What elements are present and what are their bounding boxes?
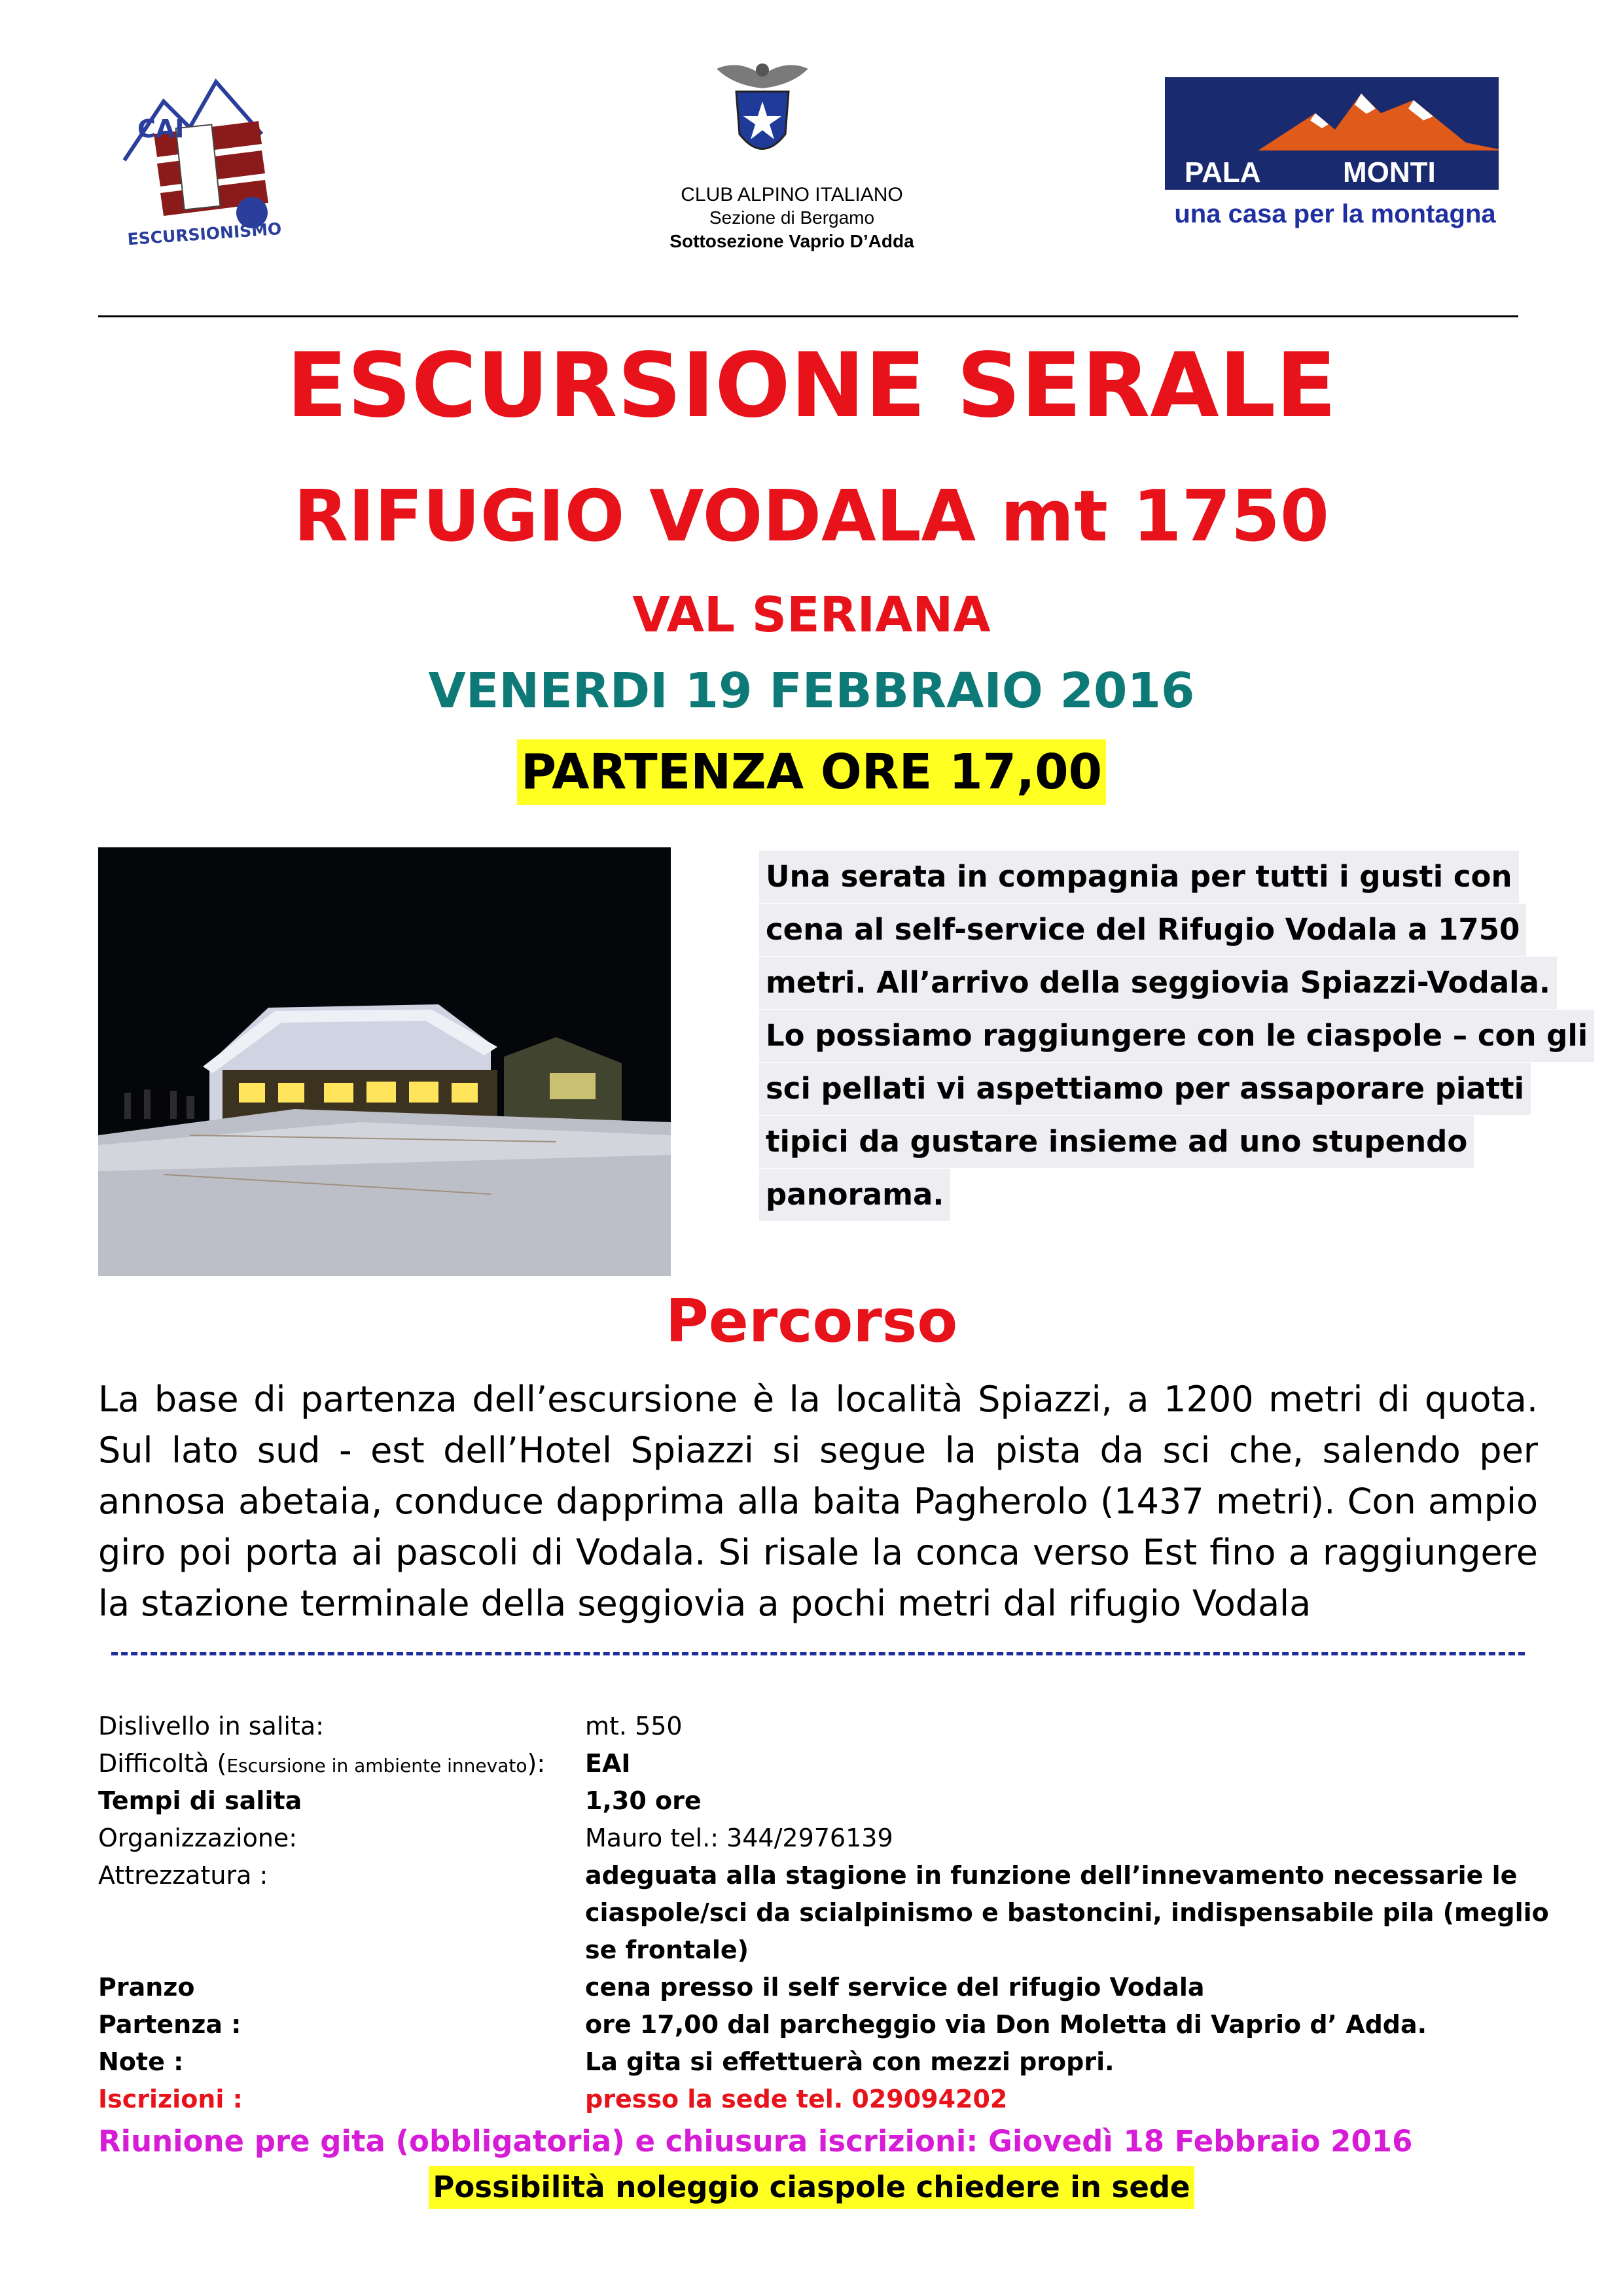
info-value: mt. 550 — [585, 1712, 683, 1740]
pre-trip-meeting: Riunione pre gita (obbligatoria) e chiusura iscrizioni: Giovedì 18 Febbraio 2016 — [98, 2124, 1413, 2159]
club-header — [576, 183, 1008, 254]
info-label: Partenza : — [98, 2010, 241, 2039]
info-label: Attrezzatura : — [98, 1861, 268, 1890]
info-row-pranzo — [98, 1969, 1558, 2006]
difficolta-label-start: Difficoltà ( — [98, 1749, 227, 1778]
cai-mountain-icon — [118, 62, 294, 252]
rental-wrap — [0, 2166, 1623, 2209]
cai-logo-subtitle: ESCURSIONISMO — [126, 219, 283, 249]
info-value — [585, 2081, 1558, 2118]
refuge-photo-illustration — [98, 847, 671, 1276]
info-label: Dislivello in salita: — [98, 1712, 324, 1740]
palamonti-word-1: PALA — [1185, 156, 1261, 188]
departure-wrap — [0, 739, 1623, 805]
info-label: Organizzazione: — [98, 1824, 298, 1852]
info-row-organizzazione — [98, 1820, 1558, 1857]
rental-notice: Possibilità noleggio ciaspole chiedere in sede — [429, 2166, 1194, 2209]
info-label — [98, 1745, 582, 1784]
intro-line: Lo possiamo raggiungere con le ciaspole – con gli — [759, 1010, 1594, 1062]
header-divider — [98, 315, 1518, 317]
info-label: Pranzo — [98, 1973, 195, 2002]
valley-name: VAL SERIANA — [632, 587, 991, 643]
intro-line: sci pellati vi aspettiamo per assaporare piatti — [759, 1063, 1531, 1115]
info-value: La gita si effettuerà con mezzi propri. — [585, 2047, 1115, 2076]
event-date: VENERDI 19 FEBBRAIO 2016 — [428, 663, 1195, 719]
intro-line: Una serata in compagnia per tutti i gusti con — [759, 851, 1519, 903]
cai-logo-text: CAI — [137, 115, 185, 143]
intro-line: panorama. — [759, 1169, 950, 1221]
info-value: 1,30 ore — [585, 1786, 702, 1815]
palamonti-tagline: una casa per la montagna — [1174, 200, 1496, 228]
intro-line: tipici da gustare insieme ad uno stupendo — [759, 1116, 1474, 1168]
event-title: ESCURSIONE SERALE — [286, 334, 1337, 438]
intro-line: cena al self-service del Rifugio Vodala a 1750 — [759, 904, 1526, 956]
info-value: ore 17,00 dal parcheggio via Don Moletta di Vaprio d’ Adda. — [585, 2010, 1427, 2039]
iscrizioni-phone: 029094202 — [851, 2085, 1008, 2113]
palamonti-logo — [1165, 77, 1499, 190]
palamonti-word-2: MONTI — [1343, 156, 1436, 188]
info-value: cena presso il self service del rifugio Vodala — [585, 1973, 1205, 2002]
info-row-attrezzatura — [98, 1857, 1558, 1969]
info-table — [98, 1708, 1558, 2118]
club-section: Sezione di Bergamo — [709, 207, 875, 228]
eagle-icon — [713, 56, 812, 167]
percorso-heading: Percorso — [665, 1287, 958, 1356]
cai-eagle-emblem — [713, 56, 812, 167]
refuge-title: RIFUGIO VODALA mt 1750 — [293, 476, 1330, 557]
departure-time: PARTENZA ORE 17,00 — [517, 739, 1106, 805]
info-value: adeguata alla stagione in funzione dell’innevamento necessarie le ciaspole/sci da scialpinismo e bastoncini, indispensabile pila (meglio se frontale) — [585, 1861, 1549, 1964]
info-label: Note : — [98, 2047, 184, 2076]
palamonti-mountain-icon — [1165, 77, 1499, 190]
difficolta-note: Escursione in ambiente innevato — [226, 1755, 527, 1776]
difficolta-label-end: ): — [527, 1749, 546, 1778]
info-row-partenza — [98, 2006, 1558, 2043]
info-value: EAI — [585, 1749, 631, 1778]
club-subsection: Sottosezione Vaprio D’Adda — [669, 231, 914, 251]
info-row-note — [98, 2043, 1558, 2081]
dashed-divider — [111, 1652, 1525, 1655]
info-row-dislivello — [98, 1708, 1558, 1745]
info-row-iscrizioni — [98, 2081, 1558, 2118]
intro-text — [759, 851, 1588, 1222]
info-value: Mauro tel.: 344/2976139 — [585, 1824, 893, 1852]
intro-line: metri. All’arrivo della seggiovia Spiazzi-Vodala. — [759, 957, 1557, 1009]
iscrizioni-prefix: presso la sede tel. — [585, 2085, 852, 2113]
info-row-difficolta — [98, 1745, 1558, 1782]
percorso-description: La base di partenza dell’escursione è la località Spiazzi, a 1200 metri di quota. Sul lato sud - est dell’Hotel Spiazzi si segue la pista da sci che, salendo per annosa abetaia, conduce dapprima alla baita Pagherolo (1437 metri). Con ampio giro poi porta ai pascoli di Vodala. Si risale la conca verso Est fino a raggiungere la stazione terminale della seggiovia a pochi metri dal rifugio Vodala — [98, 1379, 1538, 1624]
club-name: CLUB ALPINO ITALIANO — [681, 184, 903, 205]
info-label: Tempi di salita — [98, 1786, 302, 1815]
refuge-night-photo — [98, 847, 671, 1276]
info-label: Iscrizioni : — [98, 2085, 243, 2113]
info-row-tempi — [98, 1782, 1558, 1820]
cai-escursionismo-logo — [118, 62, 294, 252]
